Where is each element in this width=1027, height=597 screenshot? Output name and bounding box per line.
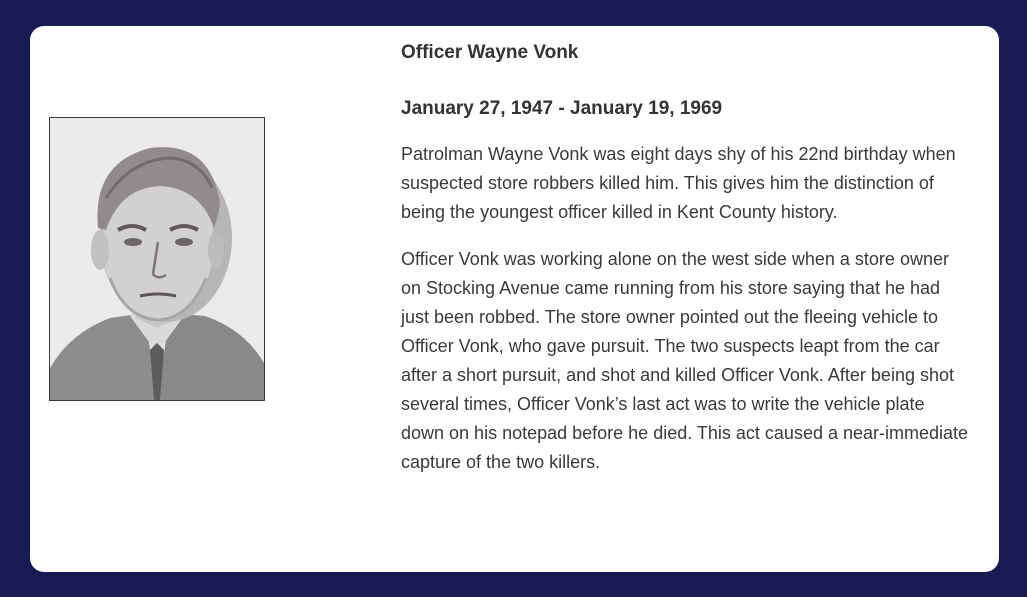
incident-paragraph: Officer Vonk was working alone on the west side when a store owner on Stocking Avenue came running from his store saying that he had just been robbed. The store owner pointed out the fleeing vehicle to Officer Vonk, who gave pursuit. The two suspects leapt from the car after a short pursuit, and shot and killed Officer Vonk. After being shot several times, Officer Vonk’s last act was to write the vehicle plate down on his notepad before he died. This act caused a near-immediate capture of the two killers. xyxy=(401,249,969,472)
memorial-card xyxy=(30,26,999,572)
officer-portrait-sketch xyxy=(49,117,265,401)
officer-dates: January 27, 1947 - January 19, 1969 xyxy=(401,98,723,119)
officer-name: Officer Wayne Vonk xyxy=(401,42,579,63)
memorial-content xyxy=(401,40,971,477)
biography-paragraph: Patrolman Wayne Vonk was eight days shy of his 22nd birthday when suspected store robbers killed him. This gives him the distinction of being the youngest officer killed in Kent County history. xyxy=(401,144,956,222)
portrait-sketch-image xyxy=(50,118,264,400)
